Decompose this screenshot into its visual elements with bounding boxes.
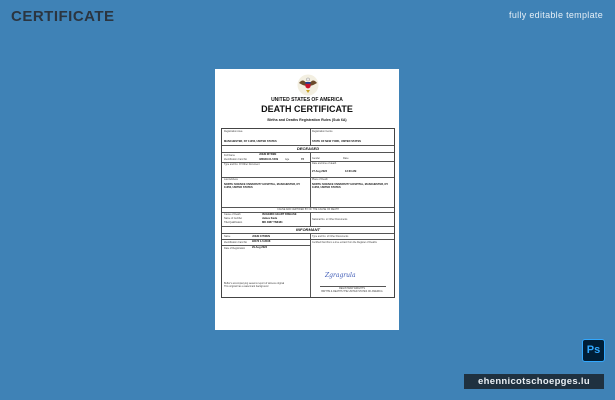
informant-id-value: 92472 1-5-8168 <box>252 240 271 243</box>
registrar-signature: Zgragrula <box>325 272 356 279</box>
age-value: 72 <box>301 157 304 161</box>
informant-section-heading: INFORMANT <box>296 227 320 232</box>
other-doc-label: Type and No. Of Other Document <box>224 163 260 166</box>
certification-statement: Certified that this is a true extract from the Register of Deaths <box>312 241 377 244</box>
place-of-death-label: Place of Death <box>312 178 328 181</box>
certifier-name-label: Name of Certifier <box>224 217 243 220</box>
cause-of-death-label: Cause of Death <box>224 213 241 216</box>
id-card-label: Identification Card No <box>224 158 247 161</box>
informant-id-label: Identification Card No <box>224 240 247 244</box>
registration-centre-label: Registration Centre <box>312 130 333 133</box>
certifier-id-label: National No. or Other Documents <box>312 218 348 221</box>
place-of-death-value: NORTH SCIENCE UNIVERSITY HOSPITAL, MANCHESTER, NY 11356, UNITED STATES <box>312 183 389 190</box>
page-subtitle: fully editable template <box>509 10 603 20</box>
race-label: Race <box>343 157 349 160</box>
registration-date-label: Date of Registration <box>224 246 246 250</box>
certificate-form <box>221 128 395 298</box>
informant-name-label: Name <box>224 235 231 238</box>
photoshop-icon: Ps <box>582 339 605 362</box>
last-address-label: Last Address <box>224 178 238 181</box>
registrar-authority: BIRTHS & DEATHS THE UNITED STATES OF AMERICA <box>321 290 383 293</box>
deceased-section-heading: DECEASED <box>296 146 320 151</box>
country-heading: UNITED STATES OF AMERICA <box>271 97 343 103</box>
certificate-document <box>215 69 399 330</box>
informant-doc-label: Type and No. of Other Documents <box>312 235 349 238</box>
brand-watermark: ehennicotschoepges.lu <box>464 374 604 389</box>
informant-name-value: JOHN CITIZEN <box>252 234 271 238</box>
cause-section-heading: CAUSE AND CERTIFIED BY OF THE CAUSE OF DEATH <box>277 208 339 211</box>
date-of-death-value: 27 Aug 2022 <box>312 170 328 173</box>
age-label: Age <box>285 158 290 161</box>
time-of-death-value: 12:30 AM <box>345 170 357 173</box>
certificate-title: DEATH CERTIFICATE <box>261 104 353 114</box>
certifier-title-value: MD 4887 TN6484 <box>262 221 283 224</box>
certifier-name-value: James Kade <box>262 217 278 220</box>
note-line-1: Buffer's accompanying seasons report of witness original <box>224 282 285 285</box>
registration-area-label: Registration Area <box>224 130 243 133</box>
full-name-value: JOHN MYDEN <box>259 153 277 156</box>
page-title: CERTIFICATE <box>11 8 115 25</box>
id-card-value: 480948-01-5409 <box>259 157 279 161</box>
registration-centre-value: STATE OF NEW YORK, UNITED STATES <box>312 140 362 143</box>
eagle-seal-icon <box>297 74 319 96</box>
last-address-value: NORTH SCIENCE UNIVERSITY HOSPITAL, MANCHESTER, NY 11356, UNITED STATES <box>224 183 301 190</box>
gender-label: Gender <box>312 157 320 160</box>
certifier-title-label: Title/Qualification <box>224 221 243 224</box>
cause-of-death-value: ISCHEMIC HEART DISEASE <box>262 213 297 216</box>
registration-area-value: MANCHESTER, NY 11356, UNITED STATES <box>224 140 277 143</box>
full-name-label: Full Name <box>224 154 235 157</box>
act-reference: Births and Deaths Registration Rules (Sub 6A) <box>267 118 347 122</box>
registrar-title: REGISTRAR WRIGHTS <box>339 287 365 290</box>
note-line-2: This original has a watermark background <box>224 285 269 288</box>
registration-date-value: 29 Aug 2022 <box>252 246 268 249</box>
death-datetime-label: Date and time of death <box>312 162 337 165</box>
